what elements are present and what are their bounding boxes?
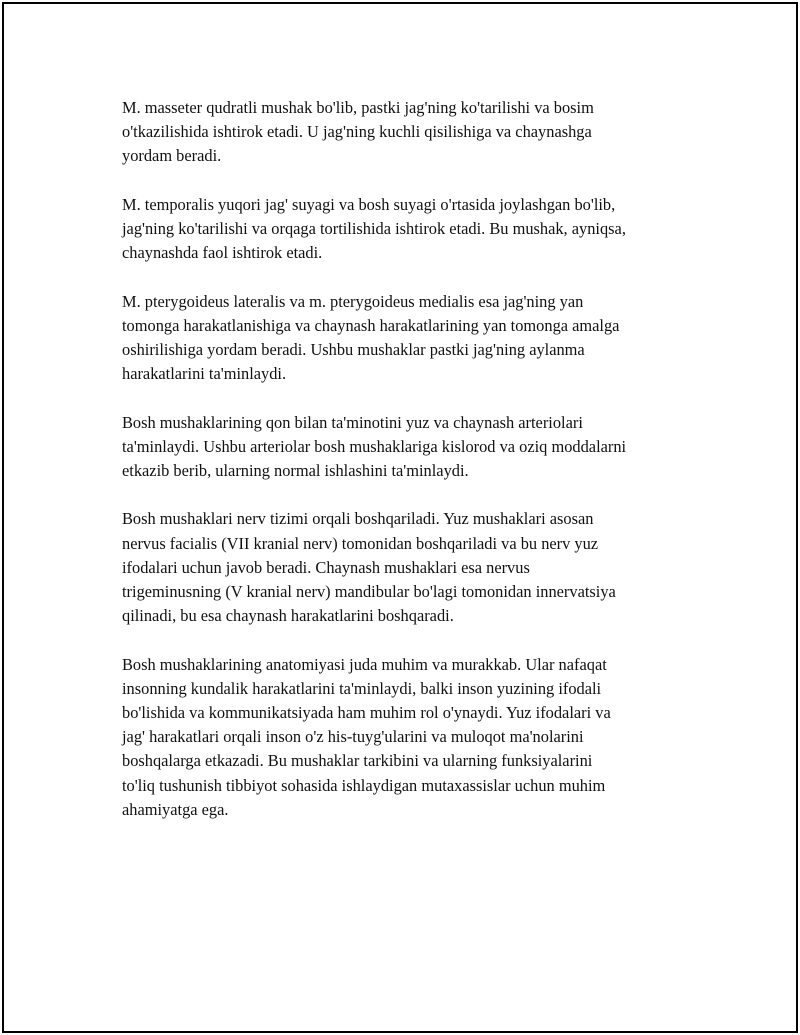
paragraph-conclusion: Bosh mushaklarining anatomiyasi juda muhim va murakkab. Ular nafaqat insonning kundalik harakatlarini ta'minlaydi, balki inson yuzining ifodali bo'lishida va kommunikatsiyada ham muhim rol o'ynaydi. Yuz ifodalari va jag' harakatlari orqali inson o'z his-tuyg'ularini va muloqot ma'nolarini boshqalarga etkazadi. Bu mushaklar tarkibini va ularning funksiyalarini to'liq tushunish tibbiyot sohasida ishlaydigan mutaxassislar uchun muhim ahamiyatga ega.: [122, 654, 611, 819]
paragraph-temporalis: M. temporalis yuqori jag' suyagi va bosh suyagi o'rtasida joylashgan bo'lib, jag'ning ko'tarilishi va orqaga tortilishida ishtirok etadi. Bu mushak, ayniqsa, chaynashda faol ishtirok etadi.: [122, 194, 626, 263]
page-frame: [2, 2, 798, 1033]
paragraph-blood-supply: Bosh mushaklarining qon bilan ta'minotini yuz va chaynash arteriolari ta'minlaydi. Ushbu arteriolar bosh mushaklariga kislorod va oziq moddalarni etkazib berib, ularning normal ishlashini ta'minlaydi.: [122, 412, 627, 480]
paragraph-pterygoideus: M. pterygoideus lateralis va m. pterygoideus medialis esa jag'ning yan tomonga harakatlanishiga va chaynash harakatlarining yan tomonga amalga oshirilishiga yordam beradi. Ushbu mushaklar pastki jag'ning aylanma harakatlarini ta'minlaydi.: [122, 291, 620, 384]
document-body: [122, 96, 697, 846]
paragraph-innervation: Bosh mushaklari nerv tizimi orqali boshqariladi. Yuz mushaklari asosan nervus facialis (VII kranial nerv) tomonidan boshqariladi va bu nerv yuz ifodalari uchun javob beradi. Chaynash mushaklari esa nervus trigeminusning (V kranial nerv) mandibular bo'lagi tomonidan innervatsiya qilinadi, bu esa chaynash harakatlarini boshqaradi.: [122, 509, 616, 626]
paragraph-masseter: M. masseter qudratli mushak bo'lib, pastki jag'ning ko'tarilishi va bosim o'tkazilishida ishtirok etadi. U jag'ning kuchli qisilishiga va chaynashga yordam beradi.: [122, 98, 594, 166]
